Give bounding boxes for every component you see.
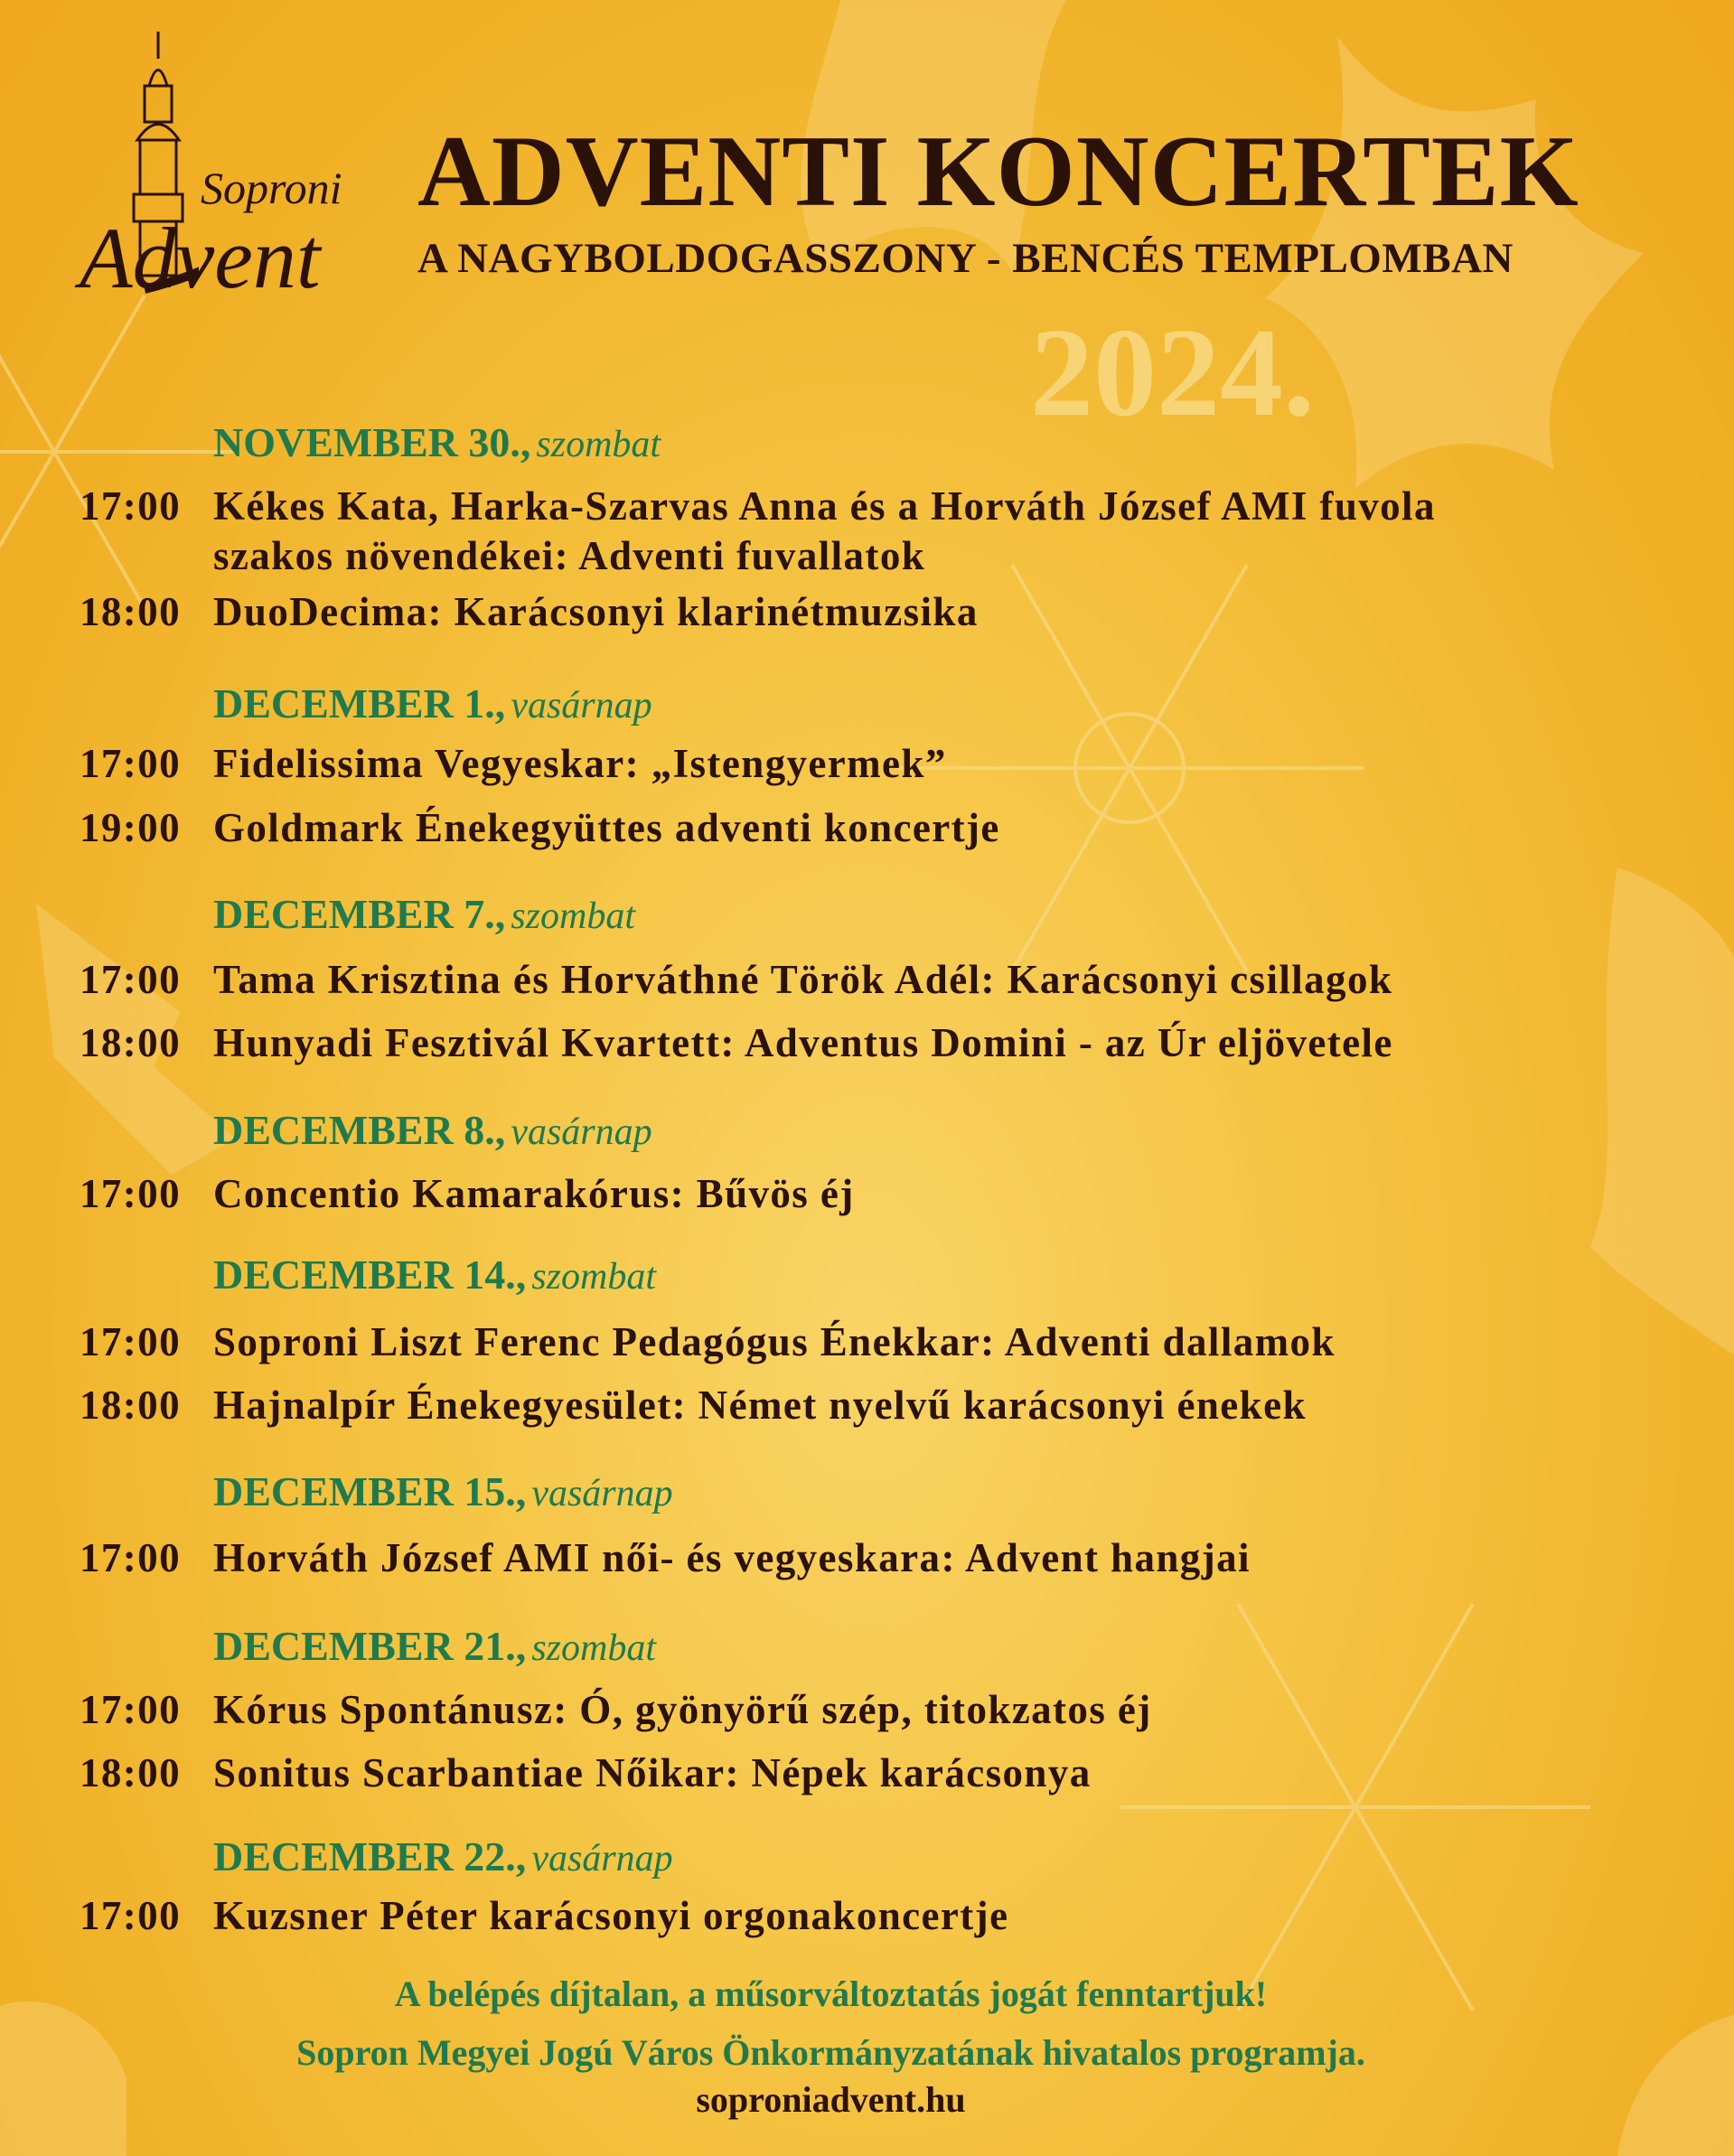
date-heading: DECEMBER 15., vasárnap [213,1468,673,1514]
year: 2024. [1030,303,1315,443]
event-time: 18:00 [80,1020,181,1065]
event-title: Soproni Liszt Ferenc Pedagógus Énekkar: Adventi dallamok [213,1319,1336,1364]
event-title: Tama Krisztina és Horváthné Török Adél: Karácsonyi csillagok [213,957,1393,1002]
page-subtitle: A NAGYBOLDOGASSZONY - BENCÉS TEMPLOMBAN [417,235,1514,282]
event-row [80,1533,1251,1583]
footer-organizer: Sopron Megyei Jogú Város Önkormányzatának hivatalos programja. [296,2032,1365,2073]
event-title: DuoDecima: Karácsonyi klarinétmuzsika [213,589,979,634]
event-time: 19:00 [80,805,181,850]
date-heading: DECEMBER 8., vasárnap [213,1107,652,1153]
event-title: Hajnalpír Énekegyesület: Német nyelvű karácsonyi énekek [213,1383,1307,1428]
logo-advent: Advent [80,210,321,306]
weekday: szombat [531,1256,657,1298]
event-row [80,954,1392,1005]
event-time: 17:00 [80,1535,181,1580]
date-heading: DECEMBER 21., szombat [213,1623,657,1669]
event-title: Sonitus Scarbantiae Nőikar: Népek karácsonya [213,1750,1092,1795]
footer-website-link[interactable]: soproniadvent.hu [696,2079,966,2120]
event-row [80,481,1436,531]
weekday: vasárnap [531,1838,673,1879]
weekday: szombat [511,895,636,937]
weekday: szombat [536,424,661,465]
event-time: 17:00 [80,483,181,529]
page-title: ADVENTI KONCERTEK [417,116,1579,228]
date-heading: DECEMBER 1., vasárnap [213,680,652,726]
event-time: 17:00 [80,741,181,786]
event-title: Kuzsner Péter karácsonyi orgonakoncertje [213,1893,1009,1938]
date-heading: DECEMBER 7., szombat [213,891,636,937]
weekday: vasárnap [531,1473,673,1514]
event-row [80,1890,1008,1941]
event-title: Goldmark Énekegyüttes adventi koncertje [213,805,1000,850]
event-time: 17:00 [80,1687,181,1732]
event-title: Concentio Kamarakórus: Bűvös éj [213,1171,855,1216]
event-time: 17:00 [80,1319,181,1364]
date-heading: DECEMBER 22., vasárnap [213,1833,673,1879]
event-title: Kórus Spontánusz: Ó, gyönyörű szép, titokzatos éj [213,1687,1152,1732]
weekday: szombat [531,1627,657,1669]
date-heading: NOVEMBER 30., szombat [213,419,661,465]
event-title: Kékes Kata, Harka-Szarvas Anna és a Horváth József AMI fuvola [213,483,1436,529]
event-title: Fidelissima Vegyeskar: „Istengyermek” [213,741,947,786]
footer-notice: A belépés díjtalan, a műsorváltoztatás jogát fenntartjuk! [394,1973,1268,2014]
event-title-continued: szakos növendékei: Adventi fuvallatok [213,533,926,578]
date-heading: DECEMBER 14., szombat [213,1251,657,1298]
event-row [80,1684,1152,1735]
event-row [80,1017,1393,1068]
event-time: 18:00 [80,589,181,634]
logo-soproni: Soproni [201,163,342,213]
event-time: 17:00 [80,1893,181,1938]
event-title: Horváth József AMI női- és vegyeskara: Advent hangjai [213,1535,1251,1580]
event-title: Hunyadi Fesztivál Kvartett: Adventus Domini - az Úr eljövetele [213,1020,1393,1065]
weekday: vasárnap [511,1111,652,1153]
event-row [80,1317,1336,1367]
event-time: 18:00 [80,1383,181,1428]
event-time: 17:00 [80,1171,181,1216]
event-row [80,802,1000,853]
event-row [80,1380,1307,1430]
weekday: vasárnap [511,685,652,726]
event-row [80,738,947,789]
event-row [80,1748,1092,1798]
event-time: 18:00 [80,1750,181,1795]
event-time: 17:00 [80,957,181,1002]
event-row [80,586,979,637]
event-row [80,1168,855,1219]
